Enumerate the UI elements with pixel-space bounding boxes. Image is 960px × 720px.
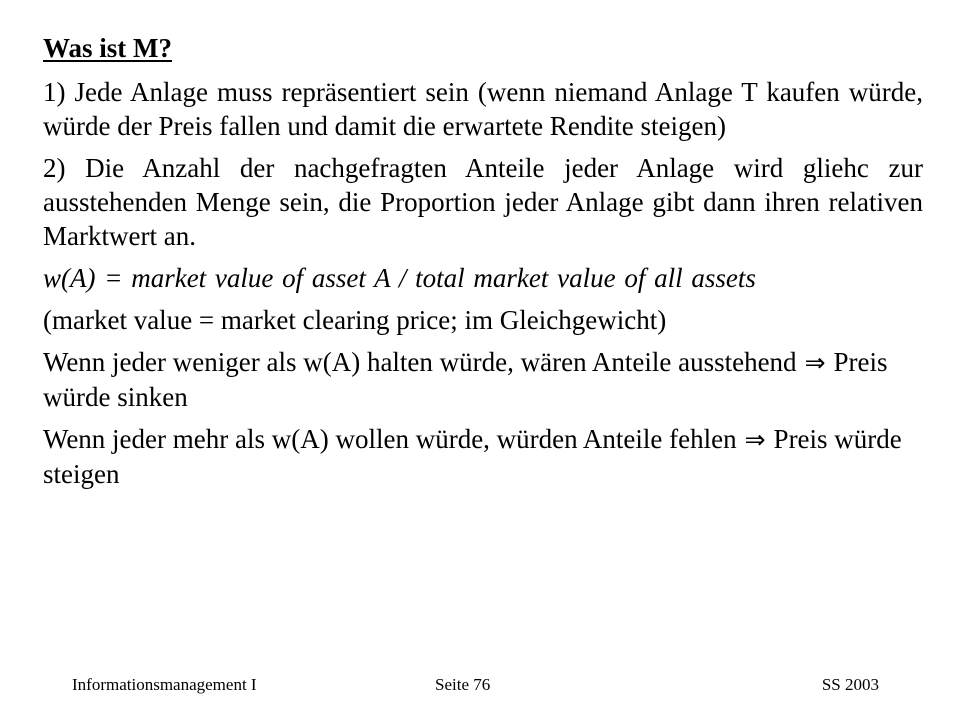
paragraph-1: 1) Jede Anlage muss repräsentiert sein (wenn niemand Anlage T kaufen würde, würde der Preis fallen und damit die erwartete Rendite steigen): [43, 77, 923, 141]
statement-more-result: Preis würde steigen: [43, 424, 902, 489]
implies-arrow-icon: ⇒: [804, 348, 826, 377]
footer-course: Informationsmanagement I: [72, 675, 257, 694]
slide-title: Was ist M?: [43, 33, 173, 63]
statement-less-condition: Wenn jeder weniger als w(A) halten würde, wären Anteile ausstehend: [43, 347, 797, 377]
slide-footer: [0, 673, 960, 697]
statement-more-condition: Wenn jeder mehr als w(A) wollen würde, würden Anteile fehlen: [43, 424, 737, 454]
paragraph-market-value: (market value = market clearing price; im Gleichgewicht): [43, 305, 667, 335]
formula-weight: w(A) = market value of asset A / total market value of all assets: [43, 263, 756, 293]
footer-page-number: Seite 76: [435, 675, 491, 694]
paragraph-2: 2) Die Anzahl der nachgefragten Anteile jeder Anlage wird gliehc zur ausstehenden Menge sein, die Proportion jeder Anlage gibt dann ihren relativen Marktwert an.: [43, 153, 923, 251]
statement-less: [43, 345, 923, 414]
statement-less-result: Preis würde sinken: [43, 347, 888, 412]
slide-content: [43, 31, 923, 499]
footer-semester: SS 2003: [821, 675, 879, 694]
implies-arrow-icon: ⇒: [744, 425, 766, 454]
statement-more: [43, 422, 923, 491]
